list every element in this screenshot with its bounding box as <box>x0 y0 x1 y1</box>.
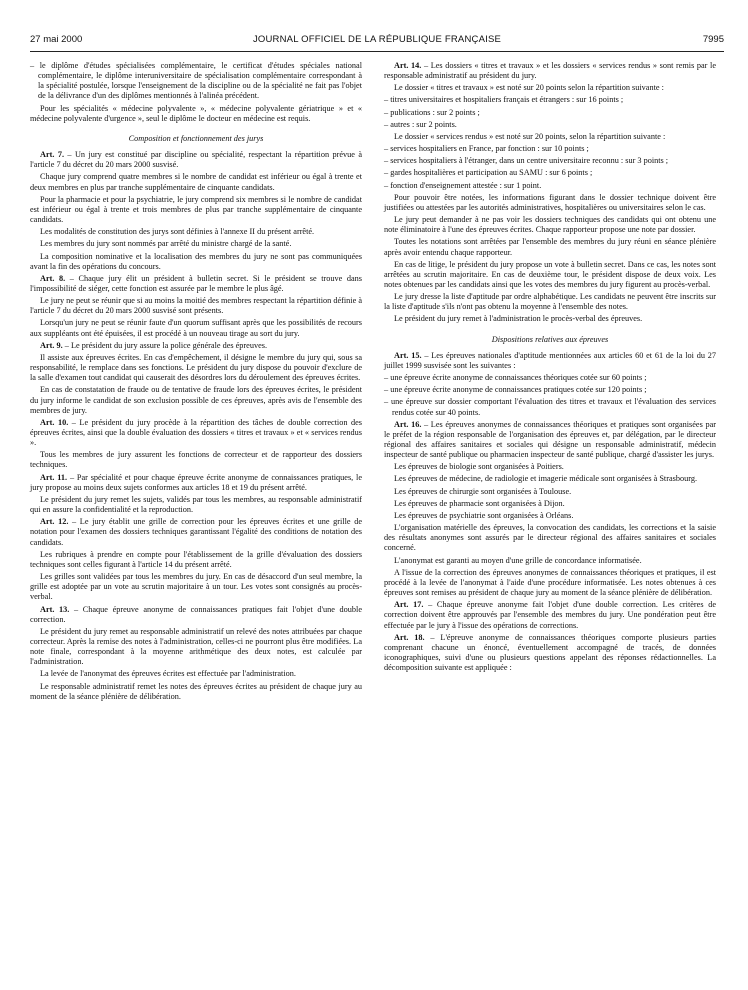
paragraph <box>30 195 362 225</box>
paragraph-text: – Un jury est constitué par discipline ou spécialité, respectant la répartition prévue à l'article 7 du décret du 20 mars 2000 susvisé. <box>30 150 363 170</box>
article-number: Art. 16. <box>394 419 422 429</box>
page-number: 7995 <box>702 34 724 45</box>
list-item <box>384 385 716 395</box>
paragraph <box>384 499 716 509</box>
article-number: Art. 17. <box>394 600 424 610</box>
paragraph <box>30 572 362 602</box>
paragraph <box>384 462 716 472</box>
paragraph-text: – Le jury établit une grille de correction pour les épreuves écrites et une grille de notation pour l'examen des dossiers techniques garantissant l'égalité des conditions de notation des candidats. <box>30 517 362 547</box>
paragraph-text: Les rubriques à prendre en compte pour l'établissement de la grille d'évaluation des dossiers techniques sont celles figurant à l'article 14 du présent arrêté. <box>30 549 362 569</box>
article-paragraph <box>384 61 716 81</box>
paragraph-text: – Par spécialité et pour chaque épreuve écrite anonyme de connaissances pratiques, le jury propose au moins deux sujets conformes aux articles 18 et 19 du présent arrêté. <box>30 472 362 492</box>
paragraph-text: Le responsable administratif remet les notes des épreuves écrites au président de chaque jury au moment de la séance plénière de délibération. <box>30 681 362 701</box>
publication-date: 27 mai 2000 <box>30 34 83 45</box>
page-header <box>30 34 724 50</box>
paragraph-text: Le jury peut demander à ne pas voir les dossiers techniques des candidats qui ont obtenu une note éliminatoire à l'une des épreuves écrites. Chaque rapporteur propose une note par dossier. <box>384 215 716 235</box>
article-paragraph <box>30 150 362 170</box>
paragraph <box>30 252 362 272</box>
paragraph-text: Le jury ne peut se réunir que si au moins la moitié des membres respectant la répartition définie à l'article 7 du décret du 20 mars 2000 susvisé sont présents. <box>30 296 362 316</box>
article-paragraph <box>30 473 362 493</box>
paragraph-text: Les épreuves de médecine, de radiologie et imagerie médicale sont organisées à Strasbourg. <box>394 474 698 484</box>
paragraph <box>30 627 362 668</box>
list-item <box>384 144 716 154</box>
paragraph-text: – Chaque épreuve anonyme de connaissances pratiques fait l'objet d'une double correction. <box>30 604 362 624</box>
paragraph <box>384 487 716 497</box>
paragraph-text: – Chaque jury élit un président à bulletin secret. Si le président se trouve dans l'impossibilité de siéger, cette fonction est assurée par le membre le plus âgé. <box>30 273 362 293</box>
paragraph-text: – titres universitaires et hospitaliers français et étrangers : sur 16 points ; <box>384 95 624 105</box>
article-number: Art. 7. <box>40 150 65 160</box>
paragraph-text: Les modalités de constitution des jurys sont définies à l'annexe II du présent arrêté. <box>40 227 315 237</box>
paragraph-text: L'organisation matérielle des épreuves, la convocation des candidats, les corrections et la saisie des résultats anonymes sont assurés par le directeur régional des affaires sanitaires et sociales concerné. <box>384 523 716 553</box>
paragraph-text: Les grilles sont validées par tous les membres du jury. En cas de désaccord d'un seul membre, la grille est adoptée par un vote au scrutin majoritaire à un tour. Les votes sont consignés au procès-verbal. <box>30 572 362 602</box>
article-number: Art. 9. <box>40 340 63 350</box>
list-item <box>384 397 716 417</box>
paragraph-text: – fonction d'enseignement attestée : sur 1 point. <box>384 180 542 190</box>
article-number: Art. 14. <box>394 61 422 70</box>
paragraph-text: Il assiste aux épreuves écrites. En cas d'empêchement, il désigne le membre du jury qui, sous sa responsabilité, le remplace dans ses fonctions. Le président du jury dispose du pouvoir d'exclure de la salle d'examen tout candidat qui causerait des désordres lors du déroulement des épreuves écrites. <box>30 352 362 383</box>
list-item <box>384 108 716 118</box>
paragraph <box>30 296 362 316</box>
paragraph <box>30 172 362 192</box>
list-item <box>384 120 716 130</box>
paragraph-text: Pour la pharmacie et pour la psychiatrie, le jury comprend six membres si le nombre de candidat est inférieur ou égal à trente et trois membres de plus par tranche supplémentaire de cinquante candidats. <box>30 194 362 225</box>
paragraph <box>384 193 716 213</box>
paragraph-text: A l'issue de la correction des épreuves anonymes de connaissances théoriques et pratiques, il est procédé à la levée de l'anonymat à l'aide d'une procédure informatisée. Les notes obtenues à ces épreuves sont remises au président de chaque jury au moment de la séance plénière de délibération. <box>384 567 716 598</box>
paragraph-text: En cas de litige, le président du jury propose un vote à bulletin secret. Dans ce cas, les notes sont arrêtées au scrutin majoritaire. En cas de deuxième tour, le président dispose de deux voix. Les notes obtenues par les candidats ainsi que les votes des membres du jury figurent au procès-verbal. <box>384 259 716 289</box>
paragraph-text: Pour les spécialités « médecine polyvalente », « médecine polyvalente gériatrique » et « médecine polyvalente d'urgence », seul le diplôme le docteur en médecine est requis. <box>30 103 362 123</box>
article-paragraph <box>384 351 716 371</box>
paragraph-text: La levée de l'anonymat des épreuves écrites est effectuée par l'administration. <box>40 669 296 679</box>
paragraph-text: – une épreuve écrite anonyme de connaissances théoriques cotée sur 60 points ; <box>384 373 647 383</box>
article-paragraph <box>30 605 362 625</box>
list-item <box>384 373 716 383</box>
paragraph <box>384 260 716 290</box>
paragraph-text: En cas de constatation de fraude ou de tentative de fraude lors des épreuves écrites, le président du jury informe le candidat de son exclusion possible de ces épreuves, après avis de l'ensemble des membres de jury. <box>30 385 362 415</box>
paragraph-text: – le diplôme d'études spécialisées complémentaire, le certificat d'études spéciales national complémentaire, le diplôme interuniversitaire de spécialisation complémentaire correspondant à la spécialité postulée, lorsque l'enseignement de la discipline ou de la spécialité ne fait pas l'objet de la délivrance d'un des diplômes mentionnés à l'alinéa précédent. <box>30 61 362 101</box>
article-number: Art. 8. <box>40 273 66 283</box>
article-paragraph <box>30 418 362 448</box>
paragraph-text: – Les épreuves anonymes de connaissances théoriques et pratiques sont organisées par le préfet de la région responsable de l'organisation des épreuves et, par délégation, par le directeur régional des affaires sanitaires et sociales qui désigne un responsable administratif, médecin inspecteur de santé publique ou pharmacien inspecteur de santé publique, chargé d'assister les jurys. <box>384 419 716 460</box>
paragraph-text: – une épreuve écrite anonyme de connaissances pratiques cotée sur 120 points ; <box>384 385 647 395</box>
paragraph-text: – L'épreuve anonyme de connaissances théoriques comporte plusieurs parties comprenant chacune un énoncé, éventuellement accompagné de tracés, de données iconographiques, suivi d'une ou plusieurs questions appelant des réponses rédactionnelles. La décomposition suivante est appliquée : <box>384 632 716 673</box>
paragraph-text: La composition nominative et la localisation des membres du jury ne sont pas communiquées avant la fin des opérations du concours. <box>30 251 362 271</box>
paragraph-text: Dispositions relatives aux épreuves <box>491 334 609 344</box>
article-number: Art. 11. <box>40 472 68 482</box>
paragraph <box>30 682 362 702</box>
paragraph-text: – autres : sur 2 points. <box>384 119 457 129</box>
paragraph-text: Les épreuves de biologie sont organisées à Poitiers. <box>394 462 564 472</box>
paragraph <box>384 511 716 521</box>
paragraph-text: Le président du jury remet à l'administration le procès-verbal des épreuves. <box>394 314 643 324</box>
paragraph <box>384 292 716 312</box>
article-number: Art. 10. <box>40 417 69 427</box>
paragraph-text: Le jury dresse la liste d'aptitude par ordre alphabétique. Les candidats ne peuvent être inscrits sur la liste d'aptitude s'ils n'ont pas obtenu la moyenne à l'ensemble des notes. <box>384 292 716 312</box>
paragraph-text: Les membres du jury sont nommés par arrêté du ministre chargé de la santé. <box>40 239 292 249</box>
article-number: Art. 12. <box>40 517 69 527</box>
article-paragraph <box>384 633 716 674</box>
paragraph <box>30 353 362 383</box>
article-paragraph <box>30 274 362 294</box>
paragraph <box>30 318 362 338</box>
paragraph <box>30 669 362 679</box>
paragraph-text: – Les dossiers « titres et travaux » et les dossiers « services rendus » sont remis par le responsable administratif au président du jury. <box>384 61 716 81</box>
section-heading <box>384 335 716 345</box>
article-number: Art. 13. <box>40 604 70 614</box>
paragraph <box>384 215 716 235</box>
paragraph <box>30 495 362 515</box>
paragraph <box>384 568 716 598</box>
paragraph <box>384 132 716 142</box>
list-item <box>384 156 716 166</box>
paragraph <box>384 556 716 566</box>
paragraph-text: – Chaque épreuve anonyme fait l'objet d'une double correction. Les critères de correction doivent être approuvés par l'ensemble des membres du jury. Une pondération peut être effectuée par le jury à l'issue des opérations de corrections. <box>384 600 716 630</box>
article-number: Art. 18. <box>394 632 425 642</box>
paragraph <box>384 237 716 257</box>
right-column <box>384 61 716 675</box>
paragraph-text: – Le président du jury procède à la répartition des tâches de double correction des épreuves écrites, ainsi que la double évaluation des dossiers « titres et travaux » et « services rendus ». <box>30 417 362 448</box>
paragraph-text: Le président du jury remet au responsable administratif un relevé des notes attribuées par chaque correcteur. Après la remise des notes à l'administration, celles-ci ne pourront plus être modifiées. La note finale, correspondant à la moyenne arithmétique des deux notes, est calculée par l'administration. <box>30 626 362 667</box>
paragraph-text: Le président du jury remet les sujets, validés par tous les membres, au responsable administratif qui en assure la confidentialité et la reproduction. <box>30 494 362 515</box>
paragraph-text: L'anonymat est garanti au moyen d'une grille de concordance informatisée. <box>394 555 642 565</box>
paragraph <box>30 104 362 124</box>
list-item <box>384 181 716 191</box>
list-item <box>384 168 716 178</box>
paragraph-text: Les épreuves de chirurgie sont organisées à Toulouse. <box>394 486 572 496</box>
paragraph-text: Toutes les notations sont arrêtées par l'ensemble des membres du jury réuni en séance plénière après avoir entendu chaque rapporteur. <box>384 237 716 257</box>
header-rule <box>30 51 724 52</box>
paragraph <box>30 550 362 570</box>
paragraph-text: – Le président du jury assure la police générale des épreuves. <box>62 340 268 350</box>
paragraph-text: – services hospitaliers en France, par fonction : sur 10 points ; <box>384 144 589 154</box>
paragraph <box>384 523 716 553</box>
paragraph-text: – Les épreuves nationales d'aptitude mentionnées aux articles 60 et 61 de la loi du 27 juillet 1999 susvisée sont les suivantes : <box>384 350 716 370</box>
paragraph <box>30 227 362 237</box>
paragraph-text: Pour pouvoir être notées, les informations figurant dans le dossier technique doivent être justifiées ou attestées par les autorités administratives, hospitalières ou universitaires selon le cas. <box>384 192 716 212</box>
paragraph-text: Le dossier « services rendus » est noté sur 20 points, selon la répartition suivante : <box>394 131 666 141</box>
list-item <box>384 95 716 105</box>
paragraph-text: Le dossier « titres et travaux » est noté sur 20 points selon la répartition suivante : <box>394 83 664 93</box>
article-number: Art. 15. <box>394 350 422 360</box>
article-paragraph <box>30 517 362 547</box>
paragraph <box>30 450 362 470</box>
paragraph-text: – gardes hospitalières et participation au SAMU : sur 6 points ; <box>384 168 593 178</box>
paragraph <box>384 314 716 324</box>
paragraph-text: Les épreuves de pharmacie sont organisées à Dijon. <box>394 498 565 508</box>
paragraph-text: – services hospitaliers à l'étranger, dans un centre universitaire reconnu : sur 3 points ; <box>384 156 669 166</box>
paragraph-text: Lorsqu'un jury ne peut se réunir faute d'un quorum suffisant après que les possibilités de recours aux suppléants ont été épuisées, il est procédé à un nouveau tirage au sort du jury. <box>30 318 362 338</box>
paragraph <box>384 474 716 484</box>
article-paragraph <box>384 420 716 461</box>
paragraph-text: – une épreuve sur dossier comportant l'évaluation des titres et travaux et l'évaluation des services rendus cotée sur 40 points. <box>384 397 716 417</box>
article-paragraph <box>30 341 362 351</box>
paragraph <box>30 385 362 415</box>
paragraph-text: Composition et fonctionnement des jurys <box>128 133 264 143</box>
paragraph-text: Chaque jury comprend quatre membres si le nombre de candidat est inférieur ou égal à trente et deux membres en plus par tranche supplémentaire de cinquante candidats. <box>30 172 362 192</box>
paragraph <box>30 239 362 249</box>
section-heading <box>30 134 362 144</box>
list-item <box>30 61 362 102</box>
article-paragraph <box>384 600 716 630</box>
left-column <box>30 61 362 704</box>
paragraph-text: Les épreuves de psychiatrie sont organisées à Orléans. <box>394 510 574 520</box>
journal-title: JOURNAL OFFICIEL DE LA RÉPUBLIQUE FRANÇAISE <box>252 34 502 45</box>
paragraph <box>384 83 716 93</box>
paragraph-text: Tous les membres de jury assurent les fonctions de correcteur et de rapporteur des dossiers techniques. <box>30 450 362 470</box>
paragraph-text: – publications : sur 2 points ; <box>384 107 480 117</box>
